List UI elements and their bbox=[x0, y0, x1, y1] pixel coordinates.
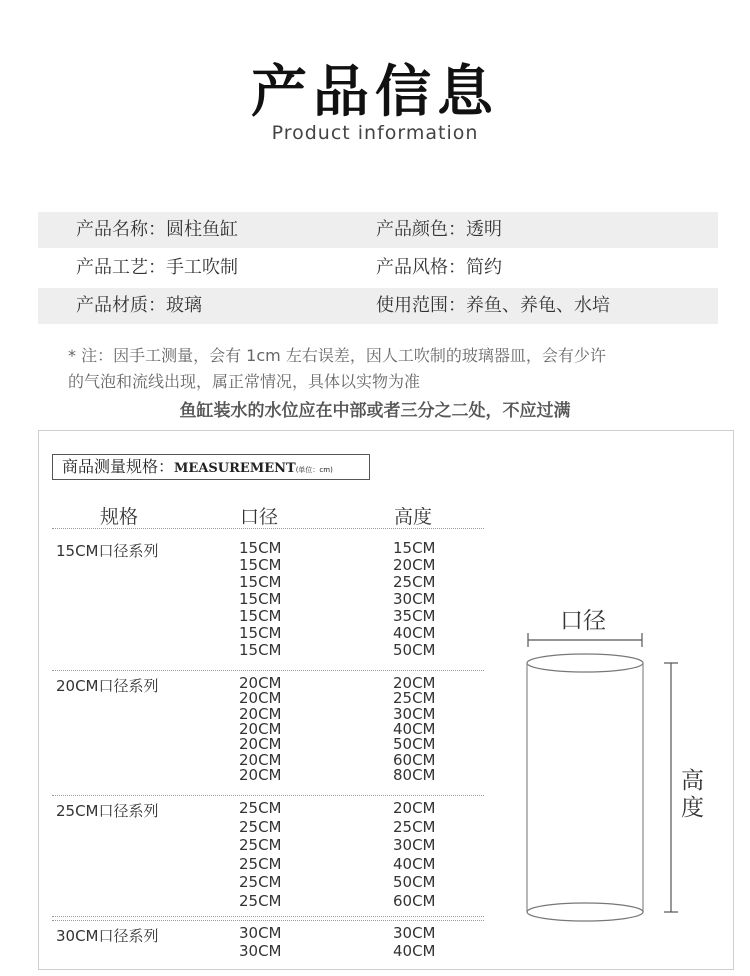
series-label: 25CM口径系列 bbox=[56, 802, 159, 820]
info-label: 产品材质： bbox=[76, 295, 166, 316]
height-cell: 25CM bbox=[393, 573, 436, 591]
height-cell: 60CM bbox=[393, 750, 436, 769]
diameter-cell: 20CM bbox=[239, 735, 282, 754]
diameter-cell: 20CM bbox=[239, 719, 282, 738]
info-value: 玻璃 bbox=[166, 295, 202, 316]
info-value: 圆柱鱼缸 bbox=[166, 219, 238, 240]
series-label: 15CM口径系列 bbox=[56, 542, 159, 560]
height-label-char: 高 bbox=[681, 768, 704, 794]
height-cell: 35CM bbox=[393, 607, 436, 625]
height-cell: 30CM bbox=[393, 924, 436, 942]
diameter-cell: 20CM bbox=[239, 674, 282, 692]
diameter-cell: 20CM bbox=[239, 750, 282, 769]
diameter-cell: 30CM bbox=[239, 942, 282, 960]
height-cell: 20CM bbox=[393, 556, 436, 574]
page-title: 产品信息 bbox=[251, 60, 499, 125]
cylinder-bottom bbox=[527, 903, 643, 921]
height-cell: 25CM bbox=[393, 689, 436, 708]
diameter-cell: 20CM bbox=[239, 704, 282, 723]
height-cell: 40CM bbox=[393, 854, 436, 873]
height-cell: 30CM bbox=[393, 590, 436, 608]
measurement-heading-unit: (单位：cm) bbox=[295, 466, 333, 474]
height-cell: 40CM bbox=[393, 719, 436, 738]
diameter-cell: 25CM bbox=[239, 817, 282, 836]
height-cell: 40CM bbox=[393, 942, 436, 960]
water-level-note: 鱼缸装水的水位应在中部或者三分之二处，不应过满 bbox=[179, 401, 571, 421]
height-cell: 60CM bbox=[393, 891, 436, 910]
measurement-heading-cn: 商品测量规格： bbox=[62, 457, 175, 476]
height-cell: 50CM bbox=[393, 641, 436, 659]
diameter-cell: 20CM bbox=[239, 689, 282, 708]
diameter-cell: 15CM bbox=[239, 607, 282, 625]
diameter-cell: 20CM bbox=[239, 765, 282, 784]
diameter-cell: 25CM bbox=[239, 836, 282, 854]
series-label: 20CM口径系列 bbox=[56, 677, 159, 695]
info-label: 产品颜色： bbox=[376, 219, 466, 240]
height-cell: 80CM bbox=[393, 765, 436, 784]
diameter-cell: 25CM bbox=[239, 873, 282, 891]
info-value: 手工吹制 bbox=[166, 257, 238, 278]
info-label: 产品风格： bbox=[376, 257, 466, 278]
height-cell: 30CM bbox=[393, 836, 436, 854]
info-label: 产品工艺： bbox=[76, 257, 166, 278]
diameter-cell: 25CM bbox=[239, 891, 282, 910]
info-value: 透明 bbox=[466, 219, 502, 240]
diameter-cell: 25CM bbox=[239, 799, 282, 817]
diameter-cell: 15CM bbox=[239, 556, 282, 574]
series-label: 30CM口径系列 bbox=[56, 927, 159, 945]
height-cell: 50CM bbox=[393, 735, 436, 754]
height-cell: 20CM bbox=[393, 799, 436, 817]
height-cell: 25CM bbox=[393, 817, 436, 836]
diameter-cell: 15CM bbox=[239, 624, 282, 642]
measurement-heading-en: MEASUREMENT bbox=[174, 461, 296, 476]
note-line: 的气泡和流线出现，属正常情况，具体以实物为准 bbox=[68, 372, 421, 391]
info-label: 产品名称： bbox=[76, 219, 166, 240]
height-cell: 20CM bbox=[393, 674, 436, 692]
diameter-cell: 30CM bbox=[239, 924, 282, 942]
cylinder-top bbox=[527, 654, 643, 672]
diameter-cell: 15CM bbox=[239, 590, 282, 608]
height-label-char: 度 bbox=[681, 795, 704, 821]
height-cell: 50CM bbox=[393, 873, 436, 891]
diameter-cell: 15CM bbox=[239, 641, 282, 659]
diameter-cell: 15CM bbox=[239, 539, 282, 557]
note-line: * 注：因手工测量，会有 1cm 左右误差，因人工吹制的玻璃器皿，会有少许 bbox=[68, 346, 606, 365]
info-value: 养鱼、养龟、水培 bbox=[466, 295, 610, 316]
diameter-label: 口径 bbox=[560, 608, 606, 634]
column-header-spec: 规格 bbox=[100, 506, 139, 528]
diameter-cell: 25CM bbox=[239, 854, 282, 873]
height-cell: 15CM bbox=[393, 539, 436, 557]
height-cell: 40CM bbox=[393, 624, 436, 642]
column-header-height: 高度 bbox=[394, 506, 433, 528]
diameter-cell: 15CM bbox=[239, 573, 282, 591]
info-label: 使用范围： bbox=[376, 295, 466, 316]
column-header-diameter: 口径 bbox=[240, 506, 279, 528]
height-cell: 30CM bbox=[393, 704, 436, 723]
info-value: 简约 bbox=[466, 257, 502, 278]
page-subtitle: Product information bbox=[271, 122, 479, 144]
